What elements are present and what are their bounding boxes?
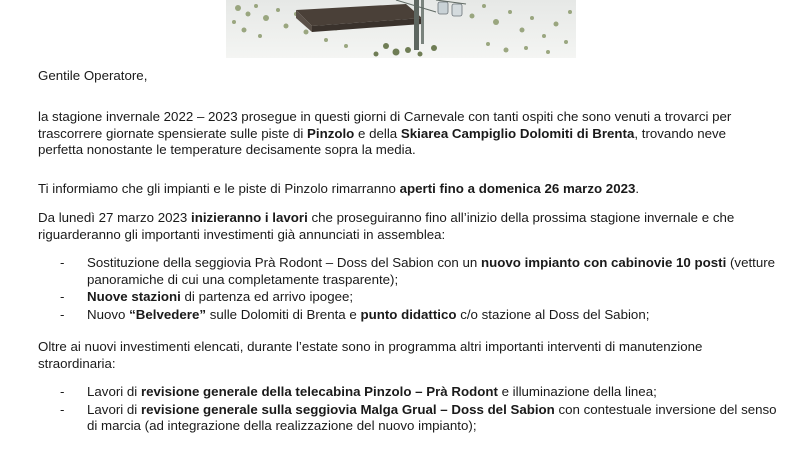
text-segment: c/o stazione al Doss del Sabion; [456, 306, 650, 322]
dash-bullet: - [60, 289, 65, 304]
text-segment: Nuovo [87, 306, 130, 322]
ski-lift-rendering-image [226, 0, 576, 58]
bold-segment: “Belvedere” [129, 306, 207, 322]
bold-segment: nuovo impianto con cabinovie 10 posti [481, 255, 727, 270]
greeting: Gentile Operatore, [38, 68, 148, 83]
text-segment: la stagione invernale 2022 – 2023 prosegue in questi giorni di Carnevale con tanti ospiti che sono venuti a trovarci per trascorrere giornate spensierate sulle piste di [38, 109, 732, 141]
list-item [38, 384, 778, 401]
text-segment: Lavori di [87, 384, 141, 399]
maintenance-list [38, 384, 778, 436]
bold-segment: revisione generale della telecabina Pinzolo – Prà Rodont [140, 384, 498, 399]
text-segment: Da lunedì 27 marzo 2023 [38, 210, 192, 225]
dash-bullet: - [60, 306, 65, 322]
text-segment: Ti informiamo che gli impianti e le piste di Pinzolo rimarranno [38, 181, 400, 196]
text-segment: e della [354, 125, 401, 141]
bold-segment: punto didattico [360, 306, 457, 322]
bold-open-until: aperti fino a domenica 26 marzo 2023 [399, 181, 636, 196]
dash-bullet: - [60, 384, 65, 399]
text-segment: sulle Dolomiti di Brenta e [206, 306, 361, 322]
text-segment: che proseguiranno fino all’inizio della prossima stagione invernale e che riguarderanno gli importanti investimenti già annunciati in assemblea: [38, 210, 735, 242]
text-segment: . [635, 181, 640, 196]
list-item [38, 289, 778, 306]
paragraph-opening [38, 181, 774, 198]
header-photo [226, 0, 576, 58]
list-item [38, 402, 778, 435]
text-segment: (vetture panoramiche di cui una completamente trasparente); [87, 255, 776, 287]
text-segment: Lavori di [87, 401, 141, 417]
paragraph-maintenance: Oltre ai nuovi investimenti elencati, durante l’estate sono in programma altri importanti interventi di manutenzione straordinaria: [38, 339, 703, 371]
text-segment: , trovando neve perfetta nonostante le temperature decisamente sopra la media. [38, 125, 727, 157]
bold-skiarea: Skiarea Campiglio Dolomiti di Brenta [400, 125, 635, 141]
list-item [38, 307, 778, 324]
paragraph-season [38, 109, 774, 159]
paragraph-works [38, 210, 774, 243]
text-segment: Sostituzione della seggiovia Prà Rodont – Doss del Sabion con un [87, 255, 481, 270]
bold-segment: Nuove stazioni [87, 289, 181, 304]
text-segment: di partenza ed arrivo ipogee; [180, 289, 354, 304]
text-segment: e illuminazione della linea; [497, 384, 657, 399]
dash-bullet: - [60, 255, 65, 270]
text-segment: con contestuale inversione del senso di marcia (ad integrazione della realizzazione del nuovo impianto); [87, 401, 777, 433]
investments-list [38, 255, 778, 324]
bold-segment: revisione generale sulla seggiovia Malga Grual – Doss del Sabion [140, 401, 555, 417]
bold-works-start: inizieranno i lavori [191, 210, 308, 225]
list-item [38, 255, 778, 288]
dash-bullet: - [60, 401, 65, 417]
bold-pinzolo: Pinzolo [307, 125, 355, 141]
